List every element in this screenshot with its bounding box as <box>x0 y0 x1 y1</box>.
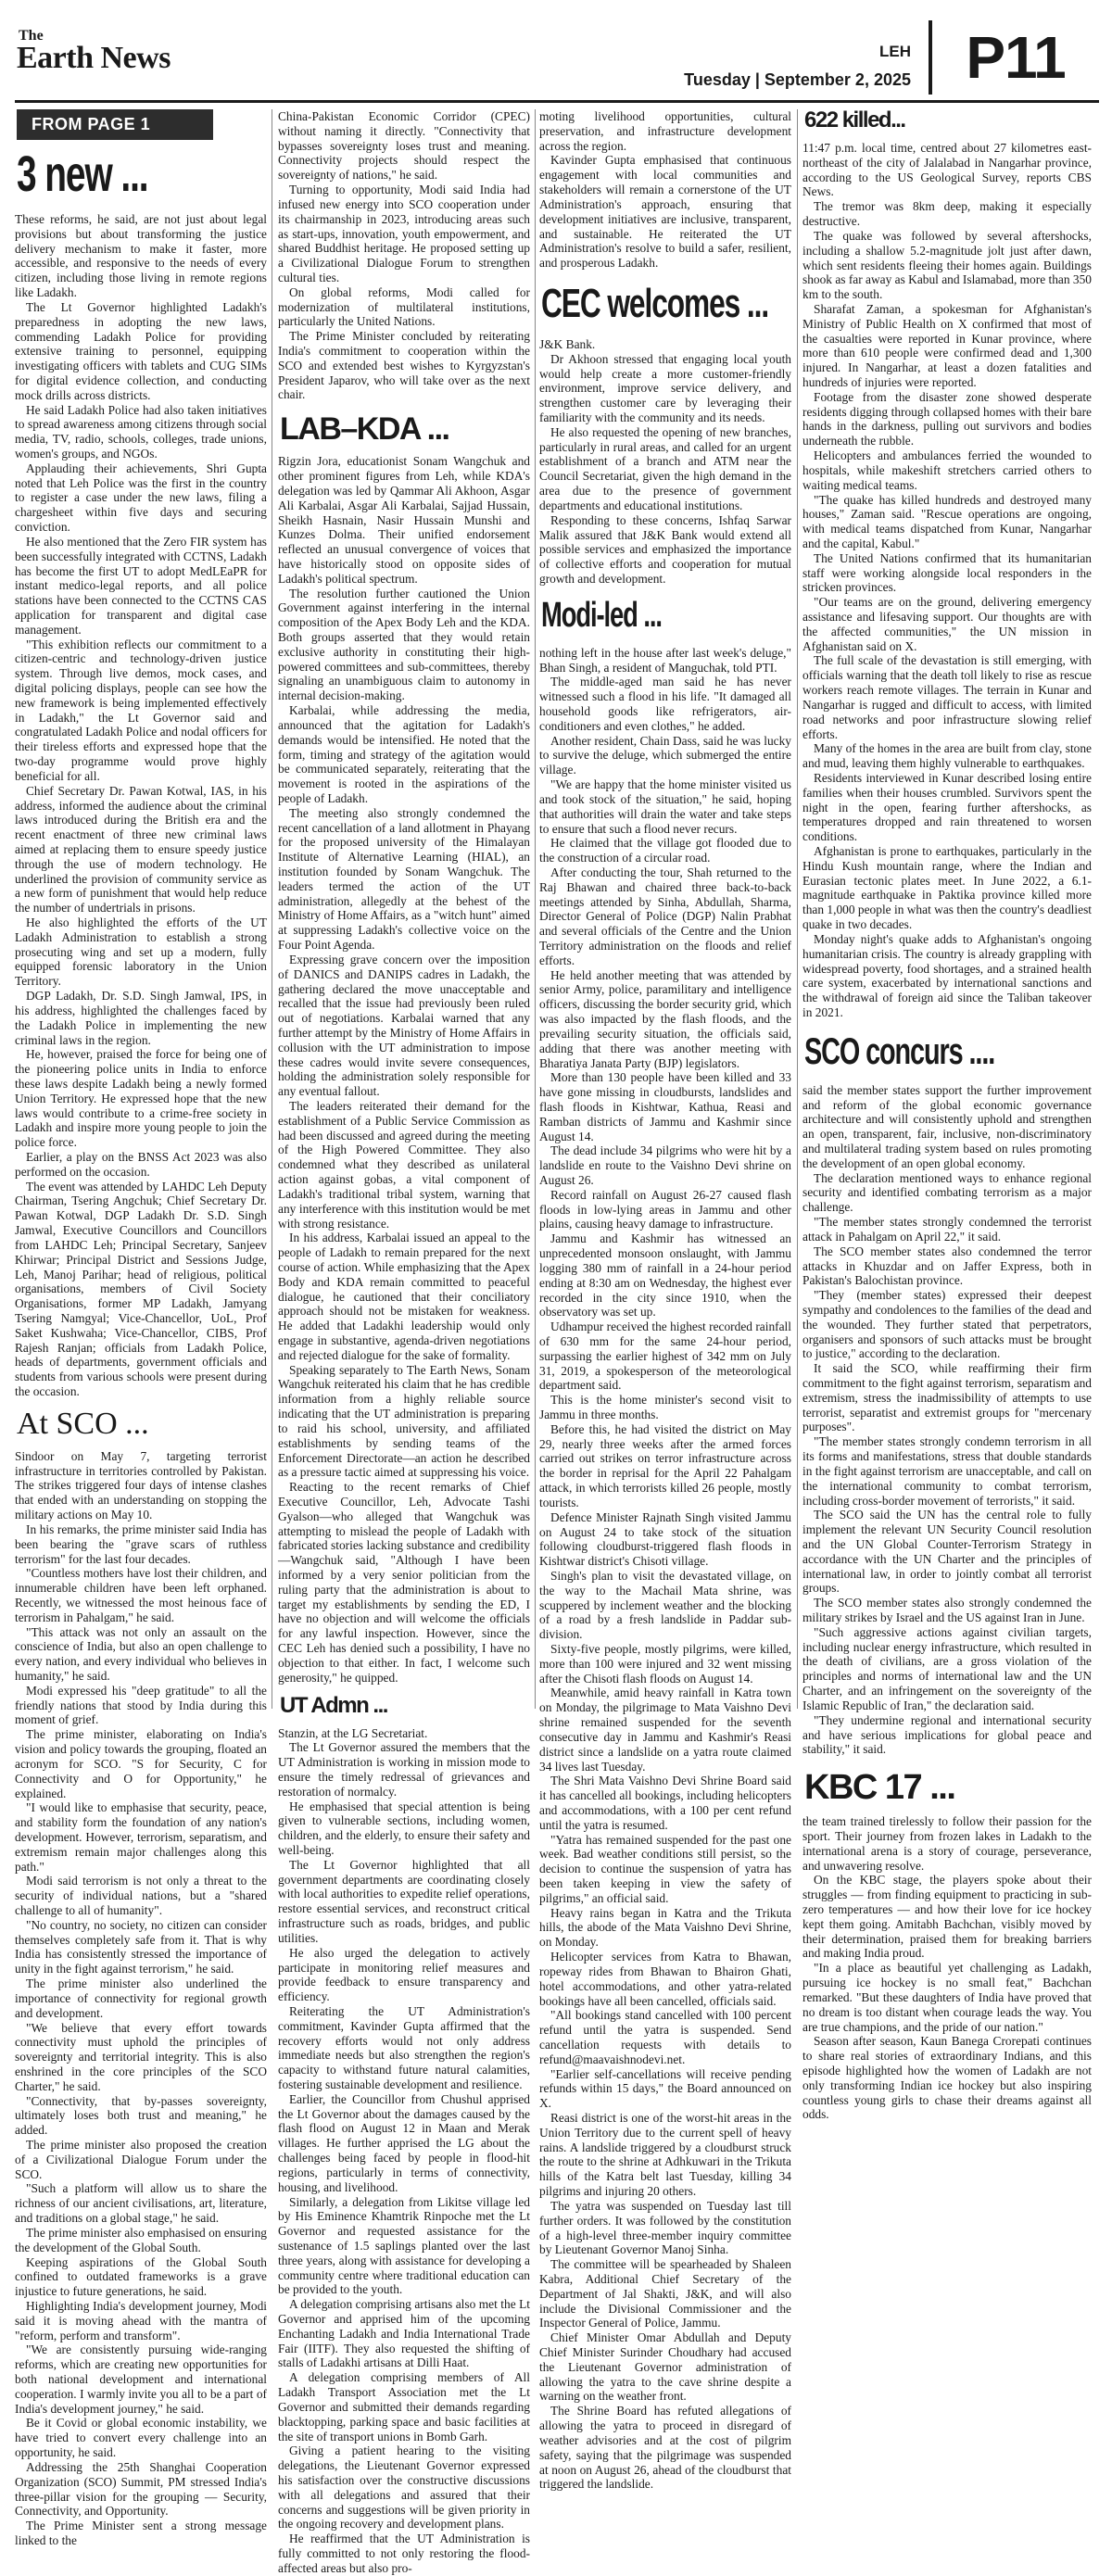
story-jump-heading: Modi-led ... <box>541 595 662 635</box>
paragraph: Defence Minister Rajnath Singh visited Jammu on August 24 to take stock of the situation following cloudburst-triggered flash floods in Kishtwar district's Chisoti village. <box>539 1509 791 1569</box>
paragraph: "Such a platform will allow us to share the richness of our ancient civilisations, art, literature, and traditions on a global stage," he said. <box>15 2181 267 2226</box>
paragraph: Earlier, a play on the BNSS Act 2023 was also performed on the occasion. <box>15 1150 267 1179</box>
paragraph: He said Ladakh Police had also taken initiatives to spread awareness among citizens through social media, TV, radio, schools, colleges, trade unions, women's groups, and NGOs. <box>15 402 267 461</box>
paragraph: The SCO member states also strongly condemned the military strikes by Israel and the US against Iran in June. <box>802 1596 1092 1624</box>
story-jump-heading: KBC 17 ... <box>804 1768 955 1808</box>
paragraph: Keeping aspirations of the Global South confined to outdated frameworks is a grave injustice to future generations, he said. <box>15 2254 267 2299</box>
paragraph: The Lt Governor highlighted that all government departments are coordinating closely with local authorities to expedite relief operations, restore essential services, and reconstruct critical infrastructure such as roads, bridges, and public utilities. <box>278 1857 530 1945</box>
paragraph: The prime minister also proposed the creation of a Civilizational Dialogue Forum under the SCO. <box>15 2138 267 2181</box>
paragraph: The SCO member states also condemned the terror attacks in Khuzdar and on Jaffer Express, both in Pakistan's Balochistan province. <box>802 1244 1092 1288</box>
paragraph: It said the SCO, while reaffirming their firm commitment to the fight against terrorism, separatism and extremism, stress the inadmissibility of attempts to use terrorist, separatist and extremist groups for "mercenary purposes". <box>802 1361 1092 1434</box>
paragraph: moting livelihood opportunities, cultural preservation, and infrastructure development across the region. <box>539 109 791 153</box>
paragraph: J&K Bank. <box>539 336 596 351</box>
paragraph: Earlier, the Councillor from Chushul apprised the Lt Governor about the damages caused by the flash flood on August 12 in Maan and Merak villages. He further apprised the LG about the challenges being faced by people in flood-hit regions, particularly in terms of connectivity, housing, and livelihood. <box>278 2091 530 2194</box>
paragraph: The tremor was 8km deep, making it especially destructive. <box>802 199 1092 229</box>
paragraph: Monday night's quake adds to Afghanistan's ongoing humanitarian crisis. The country is already grappling with widespread poverty, food shortages, and a strained health care system, exacerbated by international sanctions and the withdrawal of foreign aid since the Taliban takeover in 2021. <box>802 931 1092 1019</box>
story-jump-heading: SCO concurs .... <box>804 1030 995 1072</box>
paragraph: The declaration mentioned ways to enhance regional security and identified combating terrorism as a major challenge. <box>802 1170 1092 1215</box>
paragraph: Meanwhile, amid heavy rainfall in Katra town on Monday, the pilgrimage to Mata Vaishno Devi shrine remained suspended for the seventh consecutive day in Jammu and Kashmir's Reasi district since a landslide on a yatra route claimed 34 lives last Tuesday. <box>539 1686 791 1774</box>
paragraph: "The member states strongly condemn terrorism in all its forms and manifestations, stress that double standards in the fight against terrorism are unacceptable, and call on the international community to combat terrorism, including cross-border movement of terrorists," it said. <box>802 1434 1092 1508</box>
paragraph: On the KBC stage, the players spoke about their struggles — from finding equipment to practicing in sub-zero temperatures — and how their love for ice hockey kept them going. Amitabh Bachchan, visibly moved by their determination, praised them for breaking barriers and making India proud. <box>802 1873 1092 1961</box>
column-1 <box>15 109 267 2547</box>
paragraph: Record rainfall on August 26-27 caused flash floods in low-lying areas in Jammu and other plains, causing heavy damage to infrastructure. <box>539 1187 791 1231</box>
story-body <box>15 1449 267 2548</box>
paragraph: "I would like to emphasise that security, peace, and stability form the foundation of any nation's development. However, terrorism, separatism, and extremism remain major challenges along this path." <box>15 1800 267 1874</box>
masthead <box>15 20 1101 98</box>
paragraph: The Shri Mata Vaishno Devi Shrine Board said it has cancelled all bookings, including helicopters and accommodations, with a 100 per cent refund until the yatra is resumed. <box>539 1774 791 1832</box>
paragraph: Chief Secretary Dr. Pawan Kotwal, IAS, in his address, informed the audience about the criminal laws introduced during the British era and the recent enactment of three new criminal laws aimed at replacing them to ensure speedy justice through the use of modern technology. He underlined the provision of community service as a new form of punishment that would help reduce the number of undertrials in prisons. <box>15 783 267 915</box>
paragraph: "The member states strongly condemned the terrorist attack in Pahalgam on April 22," it said. <box>802 1215 1092 1244</box>
paragraph: DGP Ladakh, Dr. S.D. Singh Jamwal, IPS, in his address, highlighted the challenges faced by the Ladakh Police in implementing the new criminal laws in the region. <box>15 989 267 1047</box>
paragraph: The event was attended by LAHDC Leh Deputy Chairman, Tsering Angchuk; Chief Secretary Dr. Pawan Kotwal, DGP Ladakh Dr. S.D. Singh Jamwal, Executive Councillors and Councillors from LAHDC Leh; Principal Secretary, Sanjeev Khirwar; Principal District and Sessions Judge, Leh, Manoj Parihar; head of religious, political organisations, members of Civil Society Organisations, former MP Ladakh, Jamyang Tsering Namgyal; Vice-Chancellor, UoL, Prof Saket Kushwaha; Vice-Chancellor, CIBS, Prof Rajesh Ranjan; officials from Ladakh Police, heads of departments, government officials and students from various schools were present during the occasion. <box>15 1179 267 1398</box>
story-body <box>539 337 791 587</box>
paragraph: Heavy rains began in Katra and the Trikuta hills, the abode of the Mata Vaishno Devi Shrine, on Monday. <box>539 1905 791 1950</box>
paragraph: Kavinder Gupta emphasised that continuous engagement with local communities and stakeholders will remain a cornerstone of the UT Administration's approach, ensuring that development initiatives are inclusive, transparent, and sustainable. He reiterated the UT Administration's resolve to build a safer, resilient, and prosperous Ladakh. <box>539 153 791 271</box>
paragraph: "This exhibition reflects our commitment to a citizen-centric and technology-driven justice system. Through live demos, mock cases, and digital policing displays, people can see how the new framework is being implemented effectively in Ladakh," the Lt Governor said and congratulated Ladakh Police and nodal officers for their tireless efforts and expressed hope that the two-day programme would prove highly beneficial for all. <box>15 637 267 783</box>
paragraph: Speaking separately to The Earth News, Sonam Wangchuk reiterated his claim that he has credible information from a highly reliable source indicating that the UT administration is preparing to raid his school, university, and affiliated establishments by sending teams of the Enforcement Directorate—an action he described as a pressure tactic aimed at suppressing his voice. <box>278 1362 530 1480</box>
column-4 <box>802 107 1092 2122</box>
paragraph: Another resident, Chain Dass, said he was lucky to survive the deluge, which submerged the entire village. <box>539 733 791 777</box>
paragraph: Sixty-five people, mostly pilgrims, were killed, more than 100 were injured and 32 went missing after the Chisoti flash floods on August 14. <box>539 1642 791 1686</box>
paragraph: In his address, Karbalai issued an appeal to the people of Ladakh to remain prepared for the next course of action. While emphasizing that the Apex Body and KDA remain committed to peaceful dialogue, he cautioned that their conciliatory approach should not be mistaken for weakness. He added that Ladakhi leadership would only engage in substantive, agenda-driven negotiations and rejected dialogue for the sake of formality. <box>278 1231 530 1362</box>
story-body <box>278 1726 530 2576</box>
story-body <box>539 646 791 2492</box>
paragraph: He also highlighted the efforts of the UT Ladakh Administration to establish a strong prosecuting wing and set up a modern, fully equipped forensic laboratory in the Union Territory. <box>15 915 267 989</box>
story-jump-heading: 622 killed... <box>804 107 905 133</box>
paragraph: The SCO said the UN has the central role to fully implement the relevant UN Security Council resolution and the UN Global Counter-Terrorism Strategy in accordance with the UN Charter and the principles of international law, in order to jointly combat all terrorist groups. <box>802 1508 1092 1596</box>
paragraph: nothing left in the house after last week's deluge," Bhan Singh, a resident of Manguchak, told PTI. <box>539 645 791 675</box>
paragraph: Be it Covid or global economic instability, we have tried to convert every challenge into an opportunity, he said. <box>15 2416 267 2460</box>
paragraph: Udhampur received the highest recorded rainfall of 630 mm for the same 24-hour period, surpassing the earlier highest of 342 mm on July 31, 2019, a spokesperson of the meteorological department said. <box>539 1320 791 1393</box>
edition-label: LEH <box>879 43 911 60</box>
paragraph: Jammu and Kashmir has witnessed an unprecedented monsoon onslaught, with Jammu logging 380 mm of rainfall in a 24-hour period ending at 8:30 am on Wednesday, the highest ever recorded in the city since 1910, when the observatory was set up. <box>539 1231 791 1320</box>
paragraph: "Such aggressive actions against civilian targets, including nuclear energy infrastructure, which resulted in the death of civilians, are a gross violation of the principles and norms of international law and the UN Charter, and an infringement on the sovereignty of the Islamic Republic of Iran," the declaration said. <box>802 1624 1092 1712</box>
paragraph: "This attack was not only an assault on the conscience of India, but also an open challenge to every nation, and every individual who believes in humanity," he said. <box>15 1624 267 1683</box>
brand-name: Earth News <box>17 41 171 75</box>
story-jump-heading: 3 new ... <box>17 146 148 202</box>
paragraph: "They (member states) expressed their deepest sympathy and condolences to the families of the dead and the wounded. They further stated that perpetrators, organisers and sponsors of such attacks must be brought to justice," according to the declaration. <box>802 1288 1092 1361</box>
paragraph: Footage from the disaster zone showed desperate residents digging through collapsed homes with their bare hands in the darkness, pulling out survivors and bodies underneath the rubble. <box>802 389 1092 448</box>
paragraph: He also urged the delegation to actively participate in monitoring relief measures and provide feedback to ensure transparency and efficiency. <box>278 1945 530 2004</box>
paragraph: Reiterating the UT Administration's commitment, Kavinder Gupta affirmed that the recovery efforts would not only address immediate needs but also strengthen the region's capacity to withstand future natural calamities, fostering sustainable development and resilience. <box>278 2003 530 2091</box>
paragraph: Dr Akhoon stressed that engaging local youth would help create a more customer-friendly environment, improve service delivery, and strengthen customer care by leveraging their familiarity with the community and its needs. <box>539 351 791 424</box>
paragraph: He reaffirmed that the UT Administration is fully committed to not only restoring the flood-affected areas but also pro- <box>278 2532 530 2575</box>
paragraph: Turning to opportunity, Modi said India had infused new energy into SCO cooperation under its chairmanship in 2023, introducing areas such as start-ups, innovation, youth empowerment, and shared Buddhist heritage. He proposed setting up a Civilizational Dialogue Forum to strengthen cultural ties. <box>278 183 530 284</box>
paragraph: The Prime Minister sent a strong message linked to the <box>15 2519 267 2547</box>
column-2 <box>278 109 530 2575</box>
paragraph: The committee will be spearheaded by Shaleen Kabra, Additional Chief Secretary of the Department of Jal Shakti, J&K, and will also include the Divisional Commissioner and the Inspector General of Police, Jammu. <box>539 2257 791 2330</box>
paragraph: After conducting the tour, Shah returned to the Raj Bhawan and chaired three back-to-back meetings attended by Sinha, Abdullah, Sharma, Director General of Police (DGP) Nalin Prabhat and several officials of the Centre and the Union Territory administration on the floods and relief efforts. <box>539 865 791 967</box>
paragraph: "The quake has killed hundreds and destroyed many houses," Zaman said. "Rescue operations are ongoing, with medical teams dispatched from Kunar, Nangarhar and the capital, Kabul." <box>802 492 1092 550</box>
paragraph: Sharafat Zaman, a spokesman for Afghanistan's Ministry of Public Health on X confirmed that most of the casualties were reported in Kunar province, where more than 610 people were confirmed dead and 1,300 injured. In Nangarhar, at least a dozen fatalities and hundreds of injuries were reported. <box>802 301 1092 389</box>
paragraph: Singh's plan to visit the devastated village, on the way to the Machail Mata shrine, was scuppered by inclement weather and the blocking of a road by a fresh landslide in Paddar sub-division. <box>539 1568 791 1642</box>
paragraph: "No country, no society, no citizen can consider themselves completely safe from it. That is why India has consistently stressed the importance of unity in the fight against terrorism," he said. <box>15 1917 267 1976</box>
paragraph: "Countless mothers have lost their children, and innumerable children have been left orphaned. Recently, we witnessed the most heinous face of terrorism in Pahalgam," he said. <box>15 1566 267 1624</box>
paragraph: "Connectivity, that by-passes sovereignty, ultimately loses both trust and meaning," he added. <box>15 2093 267 2138</box>
paragraph: He held another meeting that was attended by senior Army, police, paramilitary and intelligence officers, discussing the border security grid, which was also impacted by the flash floods, and the prevailing security situation, the officials said, adding that there was another meeting with Bharatiya Janata Party (BJP) legislators. <box>539 967 791 1070</box>
paragraph: said the member states support the further improvement and reform of the global economic governance architecture and will consistently uphold and strengthen an open, transparent, fair, inclusive, non-discriminatory and multilateral trading system based on rules promoting the development of an open global economy. <box>802 1082 1092 1170</box>
paragraph: The full scale of the devastation is still emerging, with officials warning that the death toll likely to rise as rescue workers reach remote villages. The terrain in Kunar and Nangarhar is rugged and difficult to access, with limited road networks and poor infrastructure slowing relief efforts. <box>802 653 1092 741</box>
story-body <box>15 212 267 1399</box>
paragraph: He, however, praised the force for being one of the pioneering police units in India to enforce these laws despite Ladakh being a newly formed Union Territory. He expressed hope that the new laws would contribute to a crime-free society in Ladakh and inspire more young people to join the police force. <box>15 1047 267 1150</box>
paragraph: "We are happy that the home minister visited us and took stock of the situation," he said, hoping that authorities will drain the water and take steps to ensure that such a flood never recurs. <box>539 777 791 836</box>
paragraph: Afghanistan is prone to earthquakes, particularly in the Hindu Kush mountain range, where the Indian and Eurasian tectonic plates meet. In June 2022, a 6.1-magnitude earthquake in Paktika province killed more than 1,000 people in what was then the country's deadliest quake in two decades. <box>802 844 1092 932</box>
paragraph: the team trained tirelessly to follow their passion for the sport. Their journey from frozen lakes in Ladakh to the international arena is a story of courage, perseverance, and unwavering resolve. <box>802 1814 1092 1873</box>
paragraph: He emphasised that special attention is being given to vulnerable sections, including women, children, and the elderly, to ensure their safety and well-being. <box>278 1799 530 1857</box>
story-jump-heading: At SCO ... <box>17 1406 149 1441</box>
paragraph: Addressing the 25th Shanghai Cooperation Organization (SCO) Summit, PM stressed India's three-pillar vision for the grouping — Security, Connectivity, and Opportunity. <box>15 2459 267 2519</box>
paragraph: The resolution further cautioned the Union Government against interfering in the internal composition of the Apex Body Leh and the KDA. Both groups asserted that they would retain exclusive authority in constituting their high-powered committees and sub-committees, thereby signaling an unambiguous claim to autonomy in internal decision-making. <box>278 586 530 703</box>
paragraph: The Prime Minister concluded by reiterating India's commitment to cooperation within the SCO and extended best wishes to Kyrgyzstan's President Japarov, who will take over as the next chair. <box>278 329 530 402</box>
paragraph: Chief Minister Omar Abdullah and Deputy Chief Minister Surinder Choudhary had accused the Lieutenant Governor administration of allowing the yatra to the cave shrine despite a warning on the weather front. <box>539 2330 791 2404</box>
paragraph: Sindoor on May 7, targeting terrorist infrastructure in territories controlled by Pakistan. The strikes triggered four days of intense clashes that ended with an understanding on stopping the military actions on May 10. <box>15 1448 267 1522</box>
paragraph: The meeting also strongly condemned the recent cancellation of a land allotment in Phayang for the proposed university of the Himalayan Institute of Alternative Learning (HIAL), an institution founded by Sonam Wangchuk. The leaders termed the action of the UT administration, allegedly at the behest of the Ministry of Home Affairs, as a "witch hunt" aimed at suppressing Ladakh's collective voice on the Four Point Agenda. <box>278 805 530 953</box>
story-body <box>278 454 530 1685</box>
page-number: P11 <box>929 20 1099 95</box>
paragraph: The prime minister also emphasised on ensuring the development of the Global South. <box>15 2225 267 2254</box>
paragraph: Highlighting India's development journey, Modi said it is moving ahead with the mantra of "reform, perform and transform". <box>15 2298 267 2342</box>
paragraph: "They undermine regional and international security and have serious implications for global peace and stability," it said. <box>802 1712 1092 1757</box>
paragraph: The yatra was suspended on Tuesday last till further orders. It was followed by the constitution of a high-level three-member inquiry committee by Lieutenant Governor Manoj Sinha. <box>539 2198 791 2257</box>
story-jump-heading: CEC welcomes ... <box>541 280 769 326</box>
paragraph: On global reforms, Modi called for modernization of multilateral institutions, particularly the United Nations. <box>278 284 530 329</box>
paragraph: The United Nations confirmed that its humanitarian staff were working alongside local responders in the stricken provinces. <box>802 550 1092 595</box>
paragraph: Reasi district is one of the worst-hit areas in the Union Territory due to the current spell of heavy rains. A landslide triggered by a cloudburst struck the route to the shrine at Adhkuwari in the Trikuta hills of the Katra belt last Tuesday, killing 34 pilgrims and injuring 20 others. <box>539 2111 791 2199</box>
paragraph: Rigzin Jora, educationist Sonam Wangchuk and other prominent figures from Leh, while KDA's delegation was led by Qammar Ali Akhoon, Asgar Ali Karbalai, Asgar Ali Karbalai, Sajjad Hussain, Sheikh Hasnain, Nasir Hussain Munshi and Kunzes Dolma. Their unified endorsement reflected an unusual convergence of voices that have historically stood on opposite sides of Ladakh's political spectrum. <box>278 454 530 586</box>
section-banner: FROM PAGE 1 <box>17 109 213 140</box>
paragraph: Expressing grave concern over the imposition of DANICS and DANIPS cadres in Ladakh, the gathering declared the move unacceptable and recalled that the issue had previously been ruled out of negotiations. Karbalai warned that any further attempt by the Ministry of Home Affairs in collusion with the UT administration to impose these cadres would invite severe consequences, holding the administration solely responsible for any eventual fallout. <box>278 952 530 1099</box>
paragraph: Responding to these concerns, Ishfaq Sarwar Malik assured that J&K Bank would extend all possible services and emphasized the importance of collective efforts and cooperation for mutual growth and development. <box>539 512 791 586</box>
story-body <box>802 1083 1092 1757</box>
paragraph: Applauding their achievements, Shri Gupta noted that Leh Police was the first in the country to register a case under the new laws, filing a chargesheet within five days and securing conviction. <box>15 461 267 535</box>
paragraph: The prime minister also underlined the importance of connectivity for regional growth and development. <box>15 1976 267 2020</box>
paragraph: A delegation comprising members of All Ladakh Transport Association met the Lt Governor and submitted their demands regarding blacktopping, parking space and basic facilities at the site of transport unions in Bomb Garh. <box>278 2370 530 2443</box>
masthead-rule <box>15 100 1099 103</box>
paragraph: China-Pakistan Economic Corridor (CPEC) without naming it directly. "Connectivity that bypasses sovereignty loses trust and meaning. Connectivity projects should respect the sovereignty of nations," he said. <box>278 109 530 183</box>
paragraph: "Yatra has remained suspended for the past one week. Bad weather conditions still persist, so the decision to continue the suspension of yatra has been taken keeping in view the safety of pilgrims," an official said. <box>539 1832 791 1905</box>
paragraph: Karbalai, while addressing the media, announced that the agitation for Ladakh's demands would be intensified. He noted that the form, timing and strategy of the agitation would be communicated separately, reiterating that the movement is rooted in the aspirations of the people of Ladakh. <box>278 703 530 805</box>
paragraph: 11:47 p.m. local time, centred about 27 kilometres east-northeast of the city of Jalalabad in Nangarhar province, according to the US Geological Survey, reports CBS News. <box>802 141 1092 199</box>
brand-article: The <box>19 28 44 44</box>
paragraph: "Our teams are on the ground, delivering emergency assistance and lifesaving support. Our thoughts are with the affected communities," the UN mission in Afghanistan said on X. <box>802 595 1092 653</box>
paragraph: The middle-aged man said he has never witnessed such a flood in his life. "It damaged all household goods like refrigerators, air-conditioners and even clothes," he added. <box>539 675 791 733</box>
paragraph: "In a place as beautiful yet challenging as Ladakh, pursuing ice hockey is no small feat," Bachchan remarked. "But these daughters of India have proved that no dream is too distant when courage leads the way. You are true champions, and the pride of our nation." <box>802 1961 1092 2034</box>
paragraph: The Lt Governor highlighted Ladakh's preparedness in adopting the new laws, commending Ladakh Police for providing extensive training to personnel, equipping investigating officers with tablets and CUG SIMs for digital evidence collection, and conducting mock drills across districts. <box>15 299 267 402</box>
column-divider <box>535 109 536 1709</box>
story-body <box>278 109 530 402</box>
story-body <box>802 1814 1092 2122</box>
paragraph: "We are consistently pursuing wide-ranging reforms, which are creating new opportunities for both national development and international cooperation. I warmly invite you all to be a part of India's development journey," he said. <box>15 2342 267 2416</box>
paragraph: The quake was followed by several aftershocks, including a shallow 5.2-magnitude jolt just after dawn, which sent residents fleeing their homes again. Buildings shook as far away as Kabul and Islamabad, more than 350 km to the south. <box>802 228 1092 302</box>
paragraph: Residents interviewed in Kunar described losing entire families when their houses crumbled. Survivors spent the night in the open, fearing further aftershocks, as temperatures dropped and rain threatened to worsen conditions. <box>802 770 1092 844</box>
paragraph: Similarly, a delegation from Likitse village led by His Eminence Khamtrik Rinpoche met the Lt Governor and requested assistance for the sustenance of 1.5 saplings planted over the last three years, along with assistance for developing a community centre where traditional education can be provided to the youth. <box>278 2194 530 2297</box>
publication-date: Tuesday | September 2, 2025 <box>684 70 911 89</box>
paragraph: This is the home minister's second visit to Jammu in three months. <box>539 1393 791 1421</box>
column-divider <box>797 109 798 1709</box>
paragraph: Stanzin, at the LG Secretariat. <box>278 1725 428 1740</box>
paragraph: Many of the homes in the area are built from clay, stone and mud, leaving them highly vulnerable to earthquakes. <box>802 741 1092 771</box>
paragraph: Before this, he had visited the district on May 29, nearly three weeks after the armed forces carried out strikes on terror infrastructure across the border in reprisal for the April 22 Pahalgam attack, in which terrorists killed 26 people, mostly tourists. <box>539 1421 791 1509</box>
paragraph: These reforms, he said, are not just about legal provisions but about transforming the justice delivery mechanism to make it faster, more accessible, and responsive to the needs of every citizen, including those living in remote regions like Ladakh. <box>15 212 267 300</box>
paragraph: The dead include 34 pilgrims who were hit by a landslide en route to the Vaishno Devi shrine on August 26. <box>539 1143 791 1187</box>
column-3 <box>539 109 791 2492</box>
paragraph: "All bookings stand cancelled with 100 percent refund until the yatra is suspended. Send cancellation requests with details to refund@maavaishnodevi.net. <box>539 2008 791 2066</box>
paragraph: "We believe that every effort towards connectivity must uphold the principles of sovereignty and territorial integrity. This is also enshrined in the core principles of the SCO Charter," he said. <box>15 2020 267 2093</box>
paragraph: "Earlier self-cancellations will receive pending refunds within 15 days," the Board announced on X. <box>539 2066 791 2111</box>
paragraph: He also mentioned that the Zero FIR system has been successfully integrated with CCTNS, Ladakh has become the first UT to adopt MedLEaPR for instant medico-legal reports, and all police stations have been connected to the CCTNS CAS application for transparent and digital case management. <box>15 534 267 637</box>
paragraph: A delegation comprising artisans also met the Lt Governor and apprised him of the upcoming Enchanting Ladakh and India International Trade Fair (IITF). They also requested the shifting of stalls of Ladakhi artisans at Dilli Haat. <box>278 2297 530 2370</box>
paragraph: Giving a patient hearing to the visiting delegations, the Lieutenant Governor expressed his satisfaction over the constructive discussions with all delegations and assured that their concerns and suggestions will be given priority in the ongoing recovery and development plans. <box>278 2443 530 2532</box>
paragraph: The Lt Governor assured the members that the UT Administration is working in mission mode to ensure the timely redressal of grievances and restoration of normalcy. <box>278 1740 530 1799</box>
paragraph: More than 130 people have been killed and 33 have gone missing in cloudbursts, landslides and flash floods in Kishtwar, Kathua, Reasi and Ramban districts of Jammu and Kashmir since August 14. <box>539 1070 791 1143</box>
story-jump-heading: UT Admn ... <box>280 1692 387 1718</box>
paragraph: The prime minister, elaborating on India's vision and policy towards the grouping, floated an acronym for SCO. "S for Security, C for Connectivity and O for Opportunity," he explained. <box>15 1727 267 1800</box>
paragraph: The Shrine Board has refuted allegations of allowing the yatra to proceed in disregard of weather advisories and at the cost of pilgrim safety, saying that the pilgrimage was suspended at noon on August 26, ahead of the cloudburst that triggered the landslide. <box>539 2404 791 2492</box>
paragraph: In his remarks, the prime minister said India has been bearing the "grave scars of ruthless terrorism" for the last four decades. <box>15 1522 267 1566</box>
paragraph: Reacting to the recent remarks of Chief Executive Councillor, Leh, Advocate Tashi Gyalson—who alleged that Wangchuk was attempting to mislead the people of Ladakh with fabricated stories lacking substance and credibility—Wangchuk said, "Although I have been informed by a very senior politician from the ruling party that the administration is about to target my establishments by sending the ED, I have no objection and will welcome the officials for any lawful inspection. However, since the CEC Leh has denied such a possibility, I have no objection to that either. In fact, I welcome such generosity," he quipped. <box>278 1480 530 1685</box>
story-jump-heading: LAB–KDA ... <box>280 411 449 448</box>
paragraph: Helicopter services from Katra to Bhawan, ropeway rides from Bhawan to Bhairon Ghati, hotel accommodations, and other yatra-related bookings have all been cancelled, officials said. <box>539 1950 791 2008</box>
paragraph: Modi said terrorism is not only a threat to the security of individual nations, but a "shared challenge to all of humanity". <box>15 1874 267 1917</box>
paragraph: Helicopters and ambulances ferried the wounded to hospitals, while makeshift stretchers carried others to waiting medical teams. <box>802 448 1092 492</box>
story-body <box>539 109 791 271</box>
paragraph: He claimed that the village got flooded due to the construction of a circular road. <box>539 836 791 865</box>
paragraph: Modi expressed his "deep gratitude" to all the friendly nations that stood by India during this moment of grief. <box>15 1683 267 1727</box>
paragraph: Season after season, Kaun Banega Crorepati continues to share real stories of extraordinary Indians, and this episode highlighted how the women of Ladakh are not only transforming Indian ice hockey but also inspiring countless young girls to chase their dreams against all odds. <box>802 2034 1092 2122</box>
story-body <box>802 141 1092 1020</box>
paragraph: He also requested the opening of new branches, particularly in rural areas, and called for an urgent establishment of a branch and ATM near the Council Secretariat, given the high demand in the area due to the presence of government departments and educational institutions. <box>539 424 791 512</box>
paragraph: The leaders reiterated their demand for the establishment of a Public Service Commission as had been discussed and agreed during the meeting of the High Powered Committee. They also condemned what they described as unilateral action against gobas, a vital component of Ladakh's traditional tribal system, warning that any interference with this institution would be met with strong resistance. <box>278 1099 530 1231</box>
